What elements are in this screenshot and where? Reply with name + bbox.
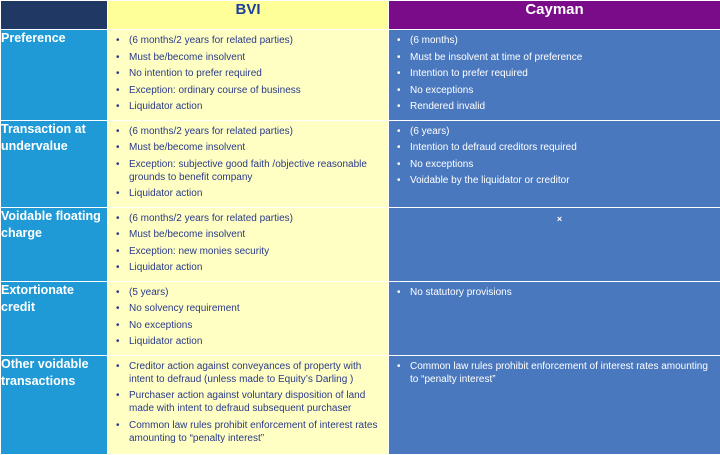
bullet-icon: • <box>116 84 120 97</box>
list-item <box>112 319 382 332</box>
bullet-icon: • <box>116 125 120 138</box>
list-item <box>393 84 714 97</box>
list-item <box>393 67 714 80</box>
corner-cell <box>1 1 108 30</box>
list-item <box>393 100 714 113</box>
table-row <box>1 355 720 454</box>
list-item <box>112 360 382 386</box>
cayman-cell <box>389 281 720 355</box>
bullet-list <box>108 208 388 281</box>
cayman-cell <box>389 355 720 454</box>
list-item-text: Rendered invalid <box>410 101 485 112</box>
bullet-list <box>108 356 388 452</box>
bvi-cell <box>108 120 389 207</box>
list-item <box>112 286 382 299</box>
bullet-icon: • <box>397 174 401 187</box>
list-item <box>112 419 382 445</box>
bullet-icon: • <box>116 212 120 225</box>
list-item <box>393 158 714 171</box>
list-item-text: (6 months) <box>410 35 458 46</box>
list-item-text: Must be insolvent at time of preference <box>410 52 582 63</box>
list-item <box>393 51 714 64</box>
list-item-text: Purchaser action against voluntary disposition of land made with intent to defraud subsequent purchaser <box>129 390 365 414</box>
bullet-list <box>108 30 388 120</box>
bullet-icon: • <box>116 389 120 402</box>
list-item-text: Intention to defraud creditors required <box>410 142 577 153</box>
list-item <box>112 187 382 200</box>
bullet-list <box>108 282 388 355</box>
list-item-text: Liquidator action <box>129 336 202 347</box>
bvi-cell <box>108 281 389 355</box>
bullet-icon: • <box>116 100 120 113</box>
bullet-icon: • <box>116 319 120 332</box>
list-item-text: No intention to prefer required <box>129 68 262 79</box>
row-label: Voidable floating charge <box>1 207 108 281</box>
list-item-text: Creditor action against conveyances of property with intent to defraud (unless made to Equity’s Darling ) <box>129 361 361 385</box>
list-item <box>393 141 714 154</box>
list-item <box>112 67 382 80</box>
list-item <box>112 100 382 113</box>
bullet-icon: • <box>116 302 120 315</box>
bullet-icon: • <box>397 84 401 97</box>
list-item <box>112 34 382 47</box>
list-item <box>112 84 382 97</box>
bullet-icon: • <box>116 34 120 47</box>
list-item <box>112 245 382 258</box>
list-item <box>112 212 382 225</box>
bullet-icon: • <box>397 100 401 113</box>
bullet-icon: • <box>116 228 120 241</box>
not-applicable-mark: × <box>399 208 720 224</box>
bullet-icon: • <box>397 141 401 154</box>
list-item <box>112 335 382 348</box>
cayman-column-header: Cayman <box>389 1 720 30</box>
row-label: Other voidable transactions <box>1 355 108 454</box>
list-item-text: Exception: subjective good faith /objective reasonable grounds to benefit company <box>129 159 367 183</box>
bullet-icon: • <box>397 125 401 138</box>
header-row <box>1 1 720 30</box>
list-item-text: No solvency requirement <box>129 303 240 314</box>
bullet-icon: • <box>116 187 120 200</box>
list-item-text: (6 months/2 years for related parties) <box>129 35 293 46</box>
list-item-text: No exceptions <box>410 85 473 96</box>
bullet-icon: • <box>116 360 120 373</box>
list-item-text: Exception: new monies security <box>129 246 269 257</box>
list-item-text: Liquidator action <box>129 101 202 112</box>
list-item-text: No exceptions <box>410 159 473 170</box>
bullet-icon: • <box>397 51 401 64</box>
list-item <box>112 125 382 138</box>
bullet-icon: • <box>397 360 401 373</box>
bullet-icon: • <box>116 67 120 80</box>
list-item <box>393 125 714 138</box>
list-item <box>112 302 382 315</box>
list-item-text: Liquidator action <box>129 188 202 199</box>
list-item-text: No exceptions <box>129 320 192 331</box>
table-row <box>1 281 720 355</box>
bullet-icon: • <box>116 261 120 274</box>
bullet-icon: • <box>116 335 120 348</box>
table-row <box>1 207 720 281</box>
bullet-icon: • <box>116 141 120 154</box>
list-item-text: Must be/become insolvent <box>129 142 245 153</box>
bullet-icon: • <box>397 286 401 299</box>
bvi-cell <box>108 30 389 121</box>
table-row <box>1 30 720 121</box>
list-item-text: Common law rules prohibit enforcement of interest rates amounting to “penalty interest” <box>410 361 708 385</box>
list-item-text: No statutory provisions <box>410 287 512 298</box>
list-item <box>112 158 382 184</box>
list-item-text: Liquidator action <box>129 262 202 273</box>
list-item <box>112 228 382 241</box>
bullet-icon: • <box>397 34 401 47</box>
bullet-icon: • <box>116 51 120 64</box>
list-item <box>112 261 382 274</box>
bullet-list <box>389 121 720 194</box>
bvi-column-header: BVI <box>108 1 389 30</box>
list-item <box>112 389 382 415</box>
bullet-list <box>389 356 720 393</box>
list-item <box>112 141 382 154</box>
bullet-list <box>108 121 388 207</box>
bullet-list <box>389 282 720 306</box>
list-item-text: Voidable by the liquidator or creditor <box>410 175 570 186</box>
list-item-text: (6 months/2 years for related parties) <box>129 126 293 137</box>
bullet-icon: • <box>116 419 120 432</box>
bullet-icon: • <box>116 245 120 258</box>
list-item <box>393 360 714 386</box>
row-label: Transaction at undervalue <box>1 120 108 207</box>
list-item-text: (5 years) <box>129 287 168 298</box>
list-item <box>393 174 714 187</box>
row-label: Extortionate credit <box>1 281 108 355</box>
list-item-text: Intention to prefer required <box>410 68 528 79</box>
list-item <box>393 286 714 299</box>
bvi-cell <box>108 355 389 454</box>
bvi-cell <box>108 207 389 281</box>
cayman-cell <box>389 207 720 281</box>
list-item-text: Must be/become insolvent <box>129 52 245 63</box>
list-item-text: (6 months/2 years for related parties) <box>129 213 293 224</box>
list-item <box>393 34 714 47</box>
row-label: Preference <box>1 30 108 121</box>
bullet-list <box>389 30 720 120</box>
list-item-text: (6 years) <box>410 126 449 137</box>
bullet-icon: • <box>116 158 120 171</box>
cayman-cell <box>389 30 720 121</box>
list-item-text: Exception: ordinary course of business <box>129 85 301 96</box>
list-item-text: Common law rules prohibit enforcement of interest rates amounting to “penalty interest” <box>129 420 377 444</box>
bullet-icon: • <box>116 286 120 299</box>
cayman-cell <box>389 120 720 207</box>
list-item <box>112 51 382 64</box>
list-item-text: Must be/become insolvent <box>129 229 245 240</box>
bullet-icon: • <box>397 158 401 171</box>
bullet-icon: • <box>397 67 401 80</box>
table-row <box>1 120 720 207</box>
